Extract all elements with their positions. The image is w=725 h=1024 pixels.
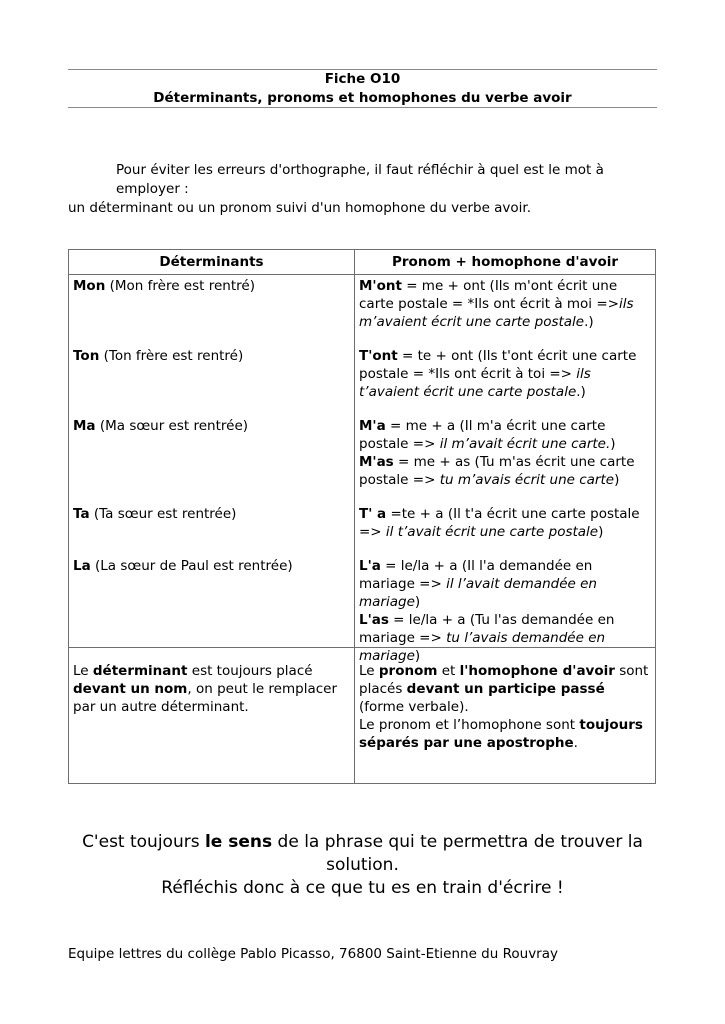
determinant-entry bbox=[73, 277, 350, 347]
pronoun-sub-entry bbox=[359, 453, 651, 489]
title-bottom-rule bbox=[68, 107, 657, 108]
summary-text: Le bbox=[73, 663, 93, 679]
closing-text: C'est toujours bbox=[82, 832, 205, 852]
determinant-word: Ton bbox=[73, 348, 100, 364]
summary-bold: devant un nom bbox=[73, 681, 188, 697]
intro-paragraph bbox=[68, 161, 657, 218]
determinant-entry bbox=[73, 505, 350, 557]
pronoun-end: .) bbox=[584, 314, 594, 330]
pronoun-word: M'ont bbox=[359, 278, 402, 294]
closing-text: de la phrase qui te permettra de trouver la solution. bbox=[272, 832, 643, 875]
summary-bold: toujours séparés par une apostrophe bbox=[359, 717, 643, 751]
pronoun-rule: = le/la + a (Il l'a demandée en mariage => bbox=[359, 558, 593, 592]
pronoun-rule: = me + as (Tu m'as écrit une carte postale => bbox=[359, 454, 635, 488]
summary-text: Le bbox=[359, 663, 379, 679]
summary-apostrophe-rule bbox=[359, 716, 651, 752]
pronoun-end: ) bbox=[414, 594, 421, 610]
summary-pronoun-cell bbox=[355, 648, 656, 784]
pronoun-sub-entry bbox=[359, 417, 651, 453]
summary-text: , on peut le remplacer par un autre déterminant. bbox=[73, 681, 338, 715]
comparison-table bbox=[68, 249, 656, 784]
pronoun-rule: = me + ont (Ils m'ont écrit une carte postale = *Ils ont écrit à moi => bbox=[359, 278, 619, 312]
determinant-entry bbox=[73, 417, 350, 505]
summary-text: sont placés bbox=[359, 663, 649, 697]
sheet-code: Fiche O10 bbox=[324, 71, 401, 87]
determinant-example: (Ton frère est rentré) bbox=[99, 348, 244, 364]
pronoun-entry bbox=[359, 417, 651, 505]
pronoun-sub-entry bbox=[359, 557, 651, 611]
pronoun-end: ) bbox=[414, 648, 421, 664]
pronoun-example: ils m’avaient écrit une carte postale bbox=[359, 296, 634, 330]
table-row-summary bbox=[69, 648, 656, 784]
pronoun-example: tu l’avais demandée en mariage bbox=[359, 630, 606, 664]
determinant-word: La bbox=[73, 558, 91, 574]
pronoun-rule: = te + ont (Ils t'ont écrit une carte postale = *Ils ont écrit à toi => bbox=[359, 348, 637, 382]
pronoun-end: ) bbox=[610, 436, 616, 452]
determinant-entry bbox=[73, 347, 350, 417]
footer-credit: Equipe lettres du collège Pablo Picasso, 76800 Saint-Etienne du Rouvray bbox=[68, 946, 558, 962]
pronoun-example: tu m’avais écrit une carte bbox=[439, 472, 615, 488]
determinant-example: (Ta sœur est rentrée) bbox=[89, 506, 237, 522]
summary-text: . bbox=[573, 735, 578, 751]
intro-line-1: Pour éviter les erreurs d'orthographe, il faut réfléchir à quel est le mot à employer : bbox=[116, 162, 604, 197]
header-pronoms: Pronom + homophone d'avoir bbox=[355, 250, 656, 275]
pronoun-rule: =te + a (Il t'a écrit une carte postale => bbox=[359, 506, 640, 540]
intro-line-2: un déterminant ou un pronom suivi d'un homophone du verbe avoir. bbox=[68, 200, 532, 216]
pronoun-entry bbox=[359, 505, 651, 557]
pronoun-entry bbox=[359, 277, 651, 347]
header-determinants: Déterminants bbox=[69, 250, 355, 275]
determinant-example: (Mon frère est rentré) bbox=[105, 278, 255, 294]
closing-bold: le sens bbox=[204, 832, 273, 852]
pronoun-end: ) bbox=[614, 472, 620, 488]
pronoun-end: .) bbox=[576, 384, 586, 400]
pronoun-word: M'as bbox=[359, 454, 394, 470]
summary-text: Le pronom et l’homophone sont bbox=[359, 717, 580, 733]
pronouns-cell bbox=[355, 275, 656, 664]
pronoun-entry bbox=[359, 557, 651, 664]
table-header-row bbox=[69, 250, 656, 275]
pronoun-word: L'a bbox=[359, 558, 381, 574]
pronoun-word: T' a bbox=[359, 506, 387, 522]
summary-text: et bbox=[437, 663, 460, 679]
summary-bold: l'homophone d'avoir bbox=[459, 663, 615, 679]
pronoun-word: T'ont bbox=[359, 348, 398, 364]
summary-text: (forme verbale). bbox=[359, 699, 469, 715]
determinant-example: (Ma sœur est rentrée) bbox=[95, 418, 249, 434]
closing-line-2: Réfléchis donc à ce que tu es en train d'écrire ! bbox=[161, 878, 564, 898]
pronoun-word: L'as bbox=[359, 612, 389, 628]
pronoun-rule: = me + a (Il m'a écrit une carte postale => bbox=[359, 418, 606, 452]
summary-bold: devant un participe passé bbox=[406, 681, 605, 697]
pronoun-example: il m’avait écrit une carte. bbox=[439, 436, 611, 452]
pronoun-example: ils t’avaient écrit une carte postale bbox=[359, 366, 591, 400]
closing-line-1 bbox=[68, 831, 657, 877]
summary-bold: pronom bbox=[378, 663, 438, 679]
page-title: Déterminants, pronoms et homophones du verbe avoir bbox=[153, 90, 572, 106]
determinant-word: Ma bbox=[73, 418, 96, 434]
determinant-word: Ta bbox=[73, 506, 90, 522]
pronoun-rule: = le/la + a (Tu l'as demandée en mariage => bbox=[359, 612, 615, 646]
determinants-cell bbox=[69, 275, 355, 648]
table-row-examples bbox=[69, 275, 656, 648]
closing-message bbox=[68, 831, 657, 900]
summary-text: est toujours placé bbox=[187, 663, 313, 679]
pronoun-end: ) bbox=[598, 524, 604, 540]
pronoun-example: il t’avait écrit une carte postale bbox=[385, 524, 599, 540]
summary-determinant-cell bbox=[69, 648, 355, 784]
pronoun-entry bbox=[359, 347, 651, 417]
summary-pronoun-rule bbox=[359, 662, 651, 716]
summary-bold: déterminant bbox=[92, 663, 188, 679]
pronoun-example: il l’avait demandée en mariage bbox=[359, 576, 597, 610]
pronoun-word: M'a bbox=[359, 418, 386, 434]
determinant-word: Mon bbox=[73, 278, 106, 294]
determinant-entry bbox=[73, 557, 350, 645]
determinant-example: (La sœur de Paul est rentrée) bbox=[90, 558, 293, 574]
